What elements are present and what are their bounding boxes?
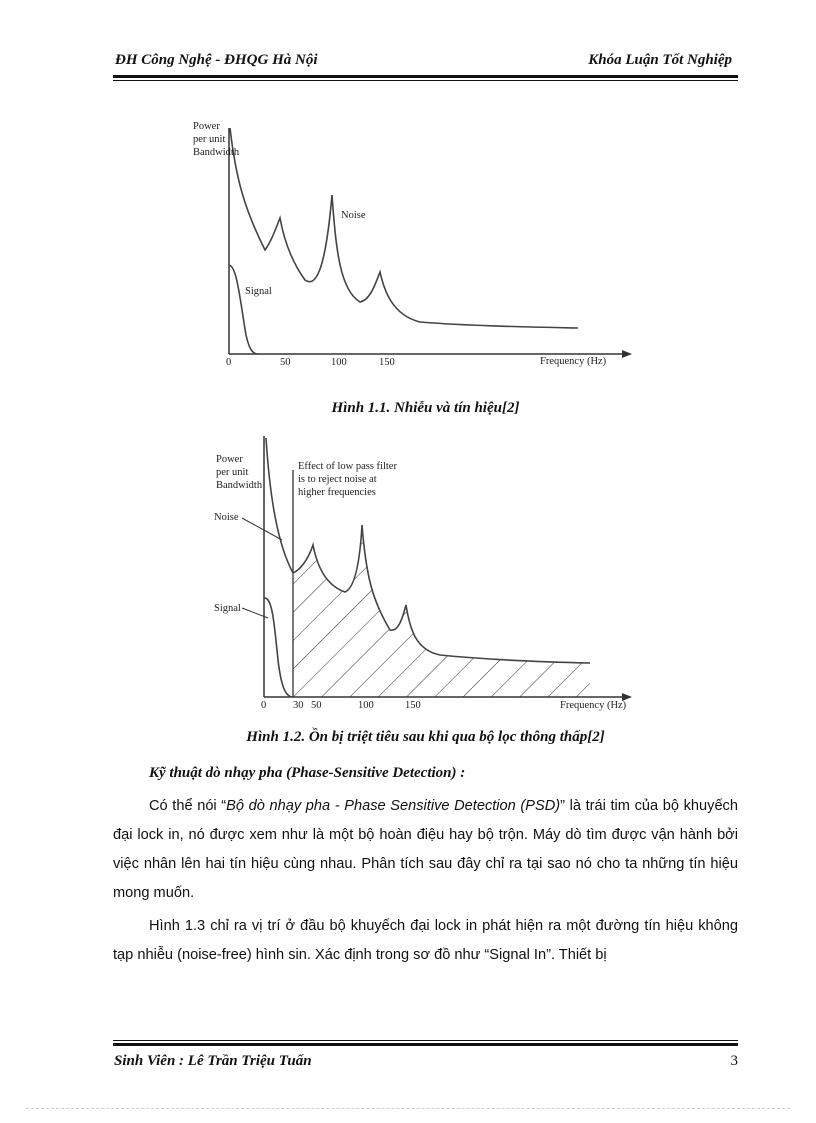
page-number: 3 <box>730 1053 738 1069</box>
fig2-xtick-100: 100 <box>358 700 374 711</box>
figure-2-caption: Hình 1.2. Ồn bị triệt tiêu sau khi qua bộ lọc thông thấp[2] <box>246 729 605 745</box>
fig2-filtered-hatch-area <box>293 525 590 697</box>
header-institution: ĐH Công Nghệ - ĐHQG Hà Nội <box>115 52 318 68</box>
fig2-xtick-150: 150 <box>405 700 421 711</box>
paragraph-1-after: ” là trái tim của bộ khuyếch đại lock in, nó được xem như là một bộ hoàn điệu hay bộ trộn. Máy dò tìm được vận hành bởi việc nhân lên hai tín hiệu cùng nhau. Phân tích sau đây chỉ ra tại sao nó cho ta những tín hiệu mong muốn. <box>113 798 738 901</box>
fig1-ylabel-1: Power <box>193 121 220 132</box>
fig2-xtick-30: 30 <box>293 700 304 711</box>
page-edge-divider <box>26 1108 790 1109</box>
fig1-xtick-100: 100 <box>331 357 347 368</box>
paragraph-1 <box>113 792 738 908</box>
fig1-xtick-150: 150 <box>379 357 395 368</box>
section-heading: Kỹ thuật dò nhạy pha (Phase-Sensitive Detection) : <box>149 765 466 781</box>
fig2-ylabel-2: per unit <box>216 467 249 478</box>
fig1-signal-label: Signal <box>245 286 272 297</box>
fig2-ylabel-3: Bandwidth <box>216 480 263 491</box>
fig2-annotation-2: is to reject noise at <box>298 474 377 485</box>
fig1-ylabel-2: per unit <box>193 134 226 145</box>
fig2-xtick-0: 0 <box>261 700 267 711</box>
fig2-xtick-50: 50 <box>311 700 322 711</box>
fig2-signal-curve <box>264 598 292 697</box>
paragraph-2: Hình 1.3 chỉ ra vị trí ở đầu bộ khuyếch đại lock in phát hiện ra một đường tín hiệu không tạp nhiễu (noise-free) hình sin. Xác định trong sơ đồ như “Signal In”. Thiết bị <box>113 918 738 963</box>
fig1-xtick-0: 0 <box>226 357 232 368</box>
fig1-xlabel: Frequency (Hz) <box>540 356 607 367</box>
fig1-xtick-50: 50 <box>280 357 291 368</box>
figure-1-caption: Hình 1.1. Nhiễu và tín hiệu[2] <box>331 400 520 416</box>
fig2-noise-label: Noise <box>214 512 239 523</box>
fig2-xlabel: Frequency (Hz) <box>560 700 627 711</box>
fig2-ylabel-1: Power <box>216 454 243 465</box>
fig2-annotation-1: Effect of low pass filter <box>298 461 397 472</box>
footer-rule-thick <box>113 1043 738 1046</box>
fig2-signal-label: Signal <box>214 603 241 614</box>
fig1-noise-label: Noise <box>341 210 366 221</box>
header-document-type: Khóa Luận Tốt Nghiệp <box>588 52 732 68</box>
paragraph-1-before: Có thể nói “ <box>149 798 227 814</box>
fig2-annotation-3: higher frequencies <box>298 487 376 498</box>
paragraph-1-italic: Bộ dò nhạy pha - Phase Sensitive Detection (PSD) <box>226 798 561 814</box>
footer-rule-thin <box>113 1040 738 1041</box>
fig1-ylabel-3: Bandwidth <box>193 147 240 158</box>
footer-author: Sinh Viên : Lê Trần Triệu Tuấn <box>114 1053 312 1069</box>
